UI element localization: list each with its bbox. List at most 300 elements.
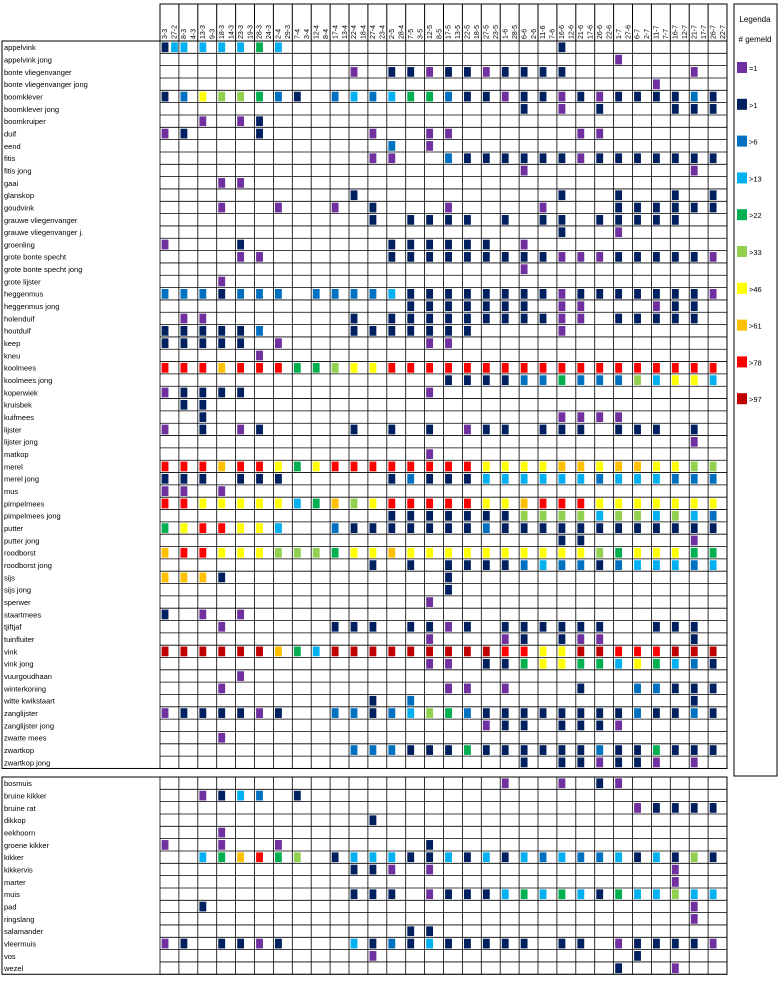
heatmap-cell xyxy=(407,647,414,657)
heatmap-cell xyxy=(445,548,452,558)
heatmap-cell xyxy=(464,314,471,324)
heatmap-cell xyxy=(294,647,301,657)
legend-title: Legenda xyxy=(739,15,771,24)
column-header-label: 8-5 xyxy=(436,28,444,39)
heatmap-cell xyxy=(199,326,206,336)
heatmap-cell xyxy=(199,523,206,533)
heatmap-cell xyxy=(521,852,528,862)
heatmap-cell xyxy=(502,634,509,644)
heatmap-cell xyxy=(577,684,584,694)
heatmap-cell xyxy=(672,363,679,373)
heatmap-cell xyxy=(577,474,584,484)
heatmap-cell xyxy=(540,92,547,102)
heatmap-cell xyxy=(351,647,358,657)
heatmap-cell xyxy=(502,745,509,755)
row-label: putter xyxy=(4,524,24,533)
row-label: kikker xyxy=(4,853,24,863)
heatmap-cell xyxy=(672,474,679,484)
heatmap-cell xyxy=(710,560,717,570)
heatmap-cell xyxy=(426,92,433,102)
heatmap-cell xyxy=(634,745,641,755)
heatmap-cell xyxy=(672,659,679,669)
heatmap-cell xyxy=(691,548,698,558)
heatmap-cell xyxy=(577,659,584,669)
heatmap-cell xyxy=(577,708,584,718)
heatmap-cell xyxy=(615,252,622,262)
heatmap-cell xyxy=(577,92,584,102)
heatmap-cell xyxy=(653,803,660,813)
heatmap-cell xyxy=(483,289,490,299)
heatmap-cell xyxy=(615,375,622,385)
heatmap-cell xyxy=(577,314,584,324)
heatmap-cell xyxy=(653,745,660,755)
heatmap-cell xyxy=(615,412,622,422)
heatmap-cell xyxy=(596,499,603,509)
heatmap-cell xyxy=(332,548,339,558)
heatmap-cell xyxy=(559,634,566,644)
heatmap-cell xyxy=(370,560,377,570)
legend-swatch xyxy=(737,62,747,73)
column-header-label: 7-5 xyxy=(407,28,415,39)
heatmap-cell xyxy=(615,647,622,657)
heatmap-cell xyxy=(275,523,282,533)
column-header-label: 13-5 xyxy=(455,24,463,39)
heatmap-cell xyxy=(218,289,225,299)
heatmap-cell xyxy=(464,474,471,484)
heatmap-cell xyxy=(426,865,433,875)
heatmap-cell xyxy=(162,708,169,718)
heatmap-cell xyxy=(483,939,490,949)
heatmap-cell xyxy=(407,326,414,336)
heatmap-cell xyxy=(577,363,584,373)
heatmap-cell xyxy=(332,92,339,102)
column-header-label: 18-5 xyxy=(474,24,482,39)
heatmap-cell xyxy=(464,852,471,862)
heatmap-cell xyxy=(332,289,339,299)
legend-swatch xyxy=(737,209,747,220)
heatmap-cell xyxy=(559,548,566,558)
heatmap-cell xyxy=(464,375,471,385)
heatmap-cell xyxy=(426,548,433,558)
heatmap-cell xyxy=(294,852,301,862)
heatmap-cell xyxy=(672,252,679,262)
heatmap-cell xyxy=(691,523,698,533)
heatmap-cell xyxy=(540,375,547,385)
heatmap-cell xyxy=(388,153,395,163)
heatmap-cell xyxy=(634,758,641,768)
heatmap-cell xyxy=(521,166,528,176)
heatmap-cell xyxy=(256,708,263,718)
heatmap-cell xyxy=(634,548,641,558)
heatmap-cell xyxy=(445,338,452,348)
heatmap-cell xyxy=(710,363,717,373)
heatmap-cell xyxy=(256,326,263,336)
heatmap-cell xyxy=(332,203,339,213)
heatmap-cell xyxy=(407,523,414,533)
heatmap-cell xyxy=(502,647,509,657)
heatmap-cell xyxy=(653,852,660,862)
heatmap-cell xyxy=(388,939,395,949)
heatmap-cell xyxy=(464,301,471,311)
heatmap-cell xyxy=(634,363,641,373)
heatmap-cell xyxy=(540,708,547,718)
heatmap-cell xyxy=(615,511,622,521)
column-header-label: 17-6 xyxy=(587,24,595,39)
column-header-label: 16-6 xyxy=(559,24,567,39)
heatmap-cell xyxy=(237,852,244,862)
heatmap-cell xyxy=(237,388,244,398)
heatmap-cell xyxy=(162,610,169,620)
heatmap-cell xyxy=(596,548,603,558)
heatmap-cell xyxy=(540,511,547,521)
heatmap-cell xyxy=(256,548,263,558)
heatmap-cell xyxy=(256,92,263,102)
heatmap-cell xyxy=(710,684,717,694)
column-header-label: 11-6 xyxy=(540,25,548,39)
column-header-label: 4-3 xyxy=(190,28,198,39)
heatmap-cell xyxy=(634,647,641,657)
column-header-label: 7-7 xyxy=(663,28,671,39)
heatmap-cell xyxy=(559,536,566,546)
heatmap-cell xyxy=(559,289,566,299)
heatmap-cell xyxy=(181,400,188,410)
heatmap-cell xyxy=(672,104,679,114)
heatmap-cell xyxy=(653,708,660,718)
legend-label: >33 xyxy=(749,248,762,257)
heatmap-cell xyxy=(464,647,471,657)
heatmap-cell xyxy=(370,708,377,718)
heatmap-cell xyxy=(218,791,225,801)
heatmap-cell xyxy=(540,745,547,755)
heatmap-cell xyxy=(426,889,433,899)
heatmap-cell xyxy=(615,659,622,669)
heatmap-cell xyxy=(502,499,509,509)
heatmap-cell xyxy=(445,622,452,632)
heatmap-cell xyxy=(559,92,566,102)
heatmap-cell xyxy=(577,560,584,570)
heatmap-cell xyxy=(218,338,225,348)
heatmap-cell xyxy=(199,708,206,718)
heatmap-cell xyxy=(388,865,395,875)
heatmap-cell xyxy=(615,203,622,213)
heatmap-cell xyxy=(445,363,452,373)
heatmap-cell xyxy=(559,889,566,899)
heatmap-cell xyxy=(426,499,433,509)
heatmap-cell xyxy=(407,462,414,472)
heatmap-cell xyxy=(710,104,717,114)
heatmap-cell xyxy=(672,889,679,899)
heatmap-cell xyxy=(691,252,698,262)
heatmap-cell xyxy=(672,153,679,163)
heatmap-cell xyxy=(199,610,206,620)
heatmap-cell xyxy=(540,499,547,509)
heatmap-cell xyxy=(370,462,377,472)
heatmap-cell xyxy=(294,791,301,801)
heatmap-cell xyxy=(483,889,490,899)
heatmap-cell xyxy=(294,548,301,558)
heatmap-cell xyxy=(275,499,282,509)
heatmap-cell xyxy=(615,190,622,200)
heatmap-cell xyxy=(559,659,566,669)
heatmap-cell xyxy=(483,363,490,373)
heatmap-cell xyxy=(615,889,622,899)
row-label: eekhoorn xyxy=(4,828,36,838)
legend-label: >1 xyxy=(749,100,758,110)
heatmap-cell xyxy=(370,852,377,862)
heatmap-cell xyxy=(634,951,641,961)
heatmap-cell xyxy=(445,67,452,77)
heatmap-cell xyxy=(521,153,528,163)
heatmap-cell xyxy=(596,474,603,484)
heatmap-cell xyxy=(426,363,433,373)
heatmap-cell xyxy=(577,758,584,768)
heatmap-cell xyxy=(596,889,603,899)
column-header-label: 22-5 xyxy=(464,24,472,39)
row-label: gaai xyxy=(4,178,19,188)
heatmap-cell xyxy=(710,803,717,813)
heatmap-cell xyxy=(634,684,641,694)
heatmap-cell xyxy=(162,499,169,509)
heatmap-cell xyxy=(426,597,433,607)
column-header-label: 27-2 xyxy=(171,24,179,39)
heatmap-cell xyxy=(502,375,509,385)
heatmap-cell xyxy=(540,852,547,862)
heatmap-cell xyxy=(653,548,660,558)
column-header-label: 23-3 xyxy=(237,24,245,39)
heatmap-cell xyxy=(426,939,433,949)
heatmap-cell xyxy=(218,523,225,533)
legend-label: >6 xyxy=(749,137,758,147)
heatmap-cell xyxy=(577,889,584,899)
heatmap-cell xyxy=(577,375,584,385)
heatmap-cell xyxy=(256,499,263,509)
heatmap-cell xyxy=(199,647,206,657)
heatmap-cell xyxy=(218,277,225,287)
heatmap-cell xyxy=(615,92,622,102)
heatmap-cell xyxy=(426,852,433,862)
column-header-label: 9-3 xyxy=(209,28,217,39)
heatmap-cell xyxy=(577,153,584,163)
heatmap-cell xyxy=(256,252,263,262)
heatmap-cell xyxy=(464,326,471,336)
heatmap-cell xyxy=(464,252,471,262)
heatmap-cell xyxy=(521,721,528,731)
heatmap-cell xyxy=(653,79,660,89)
heatmap-cell xyxy=(559,67,566,77)
heatmap-cell xyxy=(199,462,206,472)
heatmap-cell xyxy=(332,647,339,657)
heatmap-cell xyxy=(634,92,641,102)
row-label: wezel xyxy=(4,964,24,974)
heatmap-cell xyxy=(521,523,528,533)
heatmap-cell xyxy=(672,708,679,718)
heatmap-cell xyxy=(521,363,528,373)
column-header-label: 6-6 xyxy=(521,28,529,39)
heatmap-cell xyxy=(218,462,225,472)
heatmap-cell xyxy=(615,708,622,718)
heatmap-cell xyxy=(256,523,263,533)
heatmap-cell xyxy=(521,314,528,324)
row-label: goudvink xyxy=(4,203,35,213)
row-label: putter jong xyxy=(4,536,40,546)
heatmap-cell xyxy=(483,647,490,657)
heatmap-cell xyxy=(426,326,433,336)
heatmap-cell xyxy=(445,573,452,583)
heatmap-cell xyxy=(351,190,358,200)
heatmap-cell xyxy=(407,215,414,225)
heatmap-cell xyxy=(577,852,584,862)
heatmap-cell xyxy=(653,462,660,472)
heatmap-cell xyxy=(596,708,603,718)
heatmap-cell xyxy=(162,647,169,657)
heatmap-cell xyxy=(426,67,433,77)
heatmap-cell xyxy=(237,462,244,472)
heatmap-cell xyxy=(445,314,452,324)
heatmap-cell xyxy=(464,240,471,250)
heatmap-cell xyxy=(171,42,178,52)
heatmap-cell xyxy=(596,462,603,472)
heatmap-cell xyxy=(218,852,225,862)
heatmap-cell xyxy=(407,240,414,250)
heatmap-cell xyxy=(615,963,622,973)
heatmap-cell xyxy=(181,486,188,496)
heatmap-cell xyxy=(710,289,717,299)
heatmap-cell xyxy=(370,499,377,509)
heatmap-cell xyxy=(370,548,377,558)
heatmap-cell xyxy=(672,803,679,813)
heatmap-cell xyxy=(426,840,433,850)
heatmap-cell xyxy=(653,252,660,262)
heatmap-cell xyxy=(407,926,414,936)
heatmap-cell xyxy=(710,511,717,521)
heatmap-cell xyxy=(464,511,471,521)
column-header-label: 27-4 xyxy=(370,24,378,39)
heatmap-cell xyxy=(502,252,509,262)
heatmap-cell xyxy=(540,153,547,163)
row-label: witte kwikstaart xyxy=(4,696,55,706)
row-label: kikkervis xyxy=(4,865,33,875)
heatmap-cell xyxy=(559,560,566,570)
heatmap-cell xyxy=(275,203,282,213)
heatmap-cell xyxy=(275,363,282,373)
heatmap-cell xyxy=(199,42,206,52)
heatmap-cell xyxy=(672,647,679,657)
heatmap-cell xyxy=(502,474,509,484)
heatmap-cell xyxy=(351,314,358,324)
heatmap-cell xyxy=(388,289,395,299)
heatmap-cell xyxy=(483,511,490,521)
heatmap-cell xyxy=(691,67,698,77)
heatmap-cell xyxy=(521,301,528,311)
heatmap-cell xyxy=(256,289,263,299)
heatmap-cell xyxy=(691,375,698,385)
heatmap-cell xyxy=(615,721,622,731)
heatmap-cell xyxy=(332,462,339,472)
heatmap-cell xyxy=(218,178,225,188)
heatmap-cell xyxy=(596,375,603,385)
column-header-label: 22-7 xyxy=(719,24,727,39)
heatmap-cell xyxy=(559,622,566,632)
row-label: dikkop xyxy=(4,816,26,826)
heatmap-cell xyxy=(596,153,603,163)
heatmap-cell xyxy=(559,462,566,472)
heatmap-cell xyxy=(502,708,509,718)
heatmap-cell xyxy=(388,141,395,151)
heatmap-cell xyxy=(540,252,547,262)
heatmap-cell xyxy=(237,474,244,484)
heatmap-cell xyxy=(218,548,225,558)
heatmap-cell xyxy=(634,511,641,521)
heatmap-cell xyxy=(370,889,377,899)
heatmap-cell xyxy=(634,560,641,570)
row-label: vos xyxy=(4,951,16,961)
heatmap-cell xyxy=(577,425,584,435)
row-label: merel jong xyxy=(4,474,40,484)
heatmap-cell xyxy=(672,375,679,385)
legend-swatch xyxy=(737,356,747,367)
heatmap-cell xyxy=(653,560,660,570)
heatmap-cell xyxy=(388,67,395,77)
heatmap-cell xyxy=(445,153,452,163)
column-header-label: 16-7 xyxy=(672,24,680,39)
heatmap-cell xyxy=(521,889,528,899)
row-labels xyxy=(3,43,88,973)
heatmap-cell xyxy=(181,388,188,398)
heatmap-cell xyxy=(691,914,698,924)
column-header-label: 2-4 xyxy=(275,28,283,39)
heatmap-cell xyxy=(596,92,603,102)
heatmap-cell xyxy=(653,301,660,311)
row-label: kneu xyxy=(4,351,21,361)
heatmap-cell xyxy=(521,264,528,274)
heatmap-cell xyxy=(577,647,584,657)
heatmap-cell xyxy=(426,314,433,324)
heatmap-cell xyxy=(502,852,509,862)
row-label: bosmuis xyxy=(4,779,32,789)
heatmap-cell xyxy=(521,104,528,114)
row-label: fitis jong xyxy=(4,166,32,176)
heatmap-cell xyxy=(388,499,395,509)
heatmap-cell xyxy=(275,92,282,102)
heatmap-cell xyxy=(162,42,169,52)
heatmap-cell xyxy=(426,511,433,521)
heatmap-cell xyxy=(445,499,452,509)
heatmap-cell xyxy=(615,499,622,509)
column-header-label: 14-3 xyxy=(228,24,236,39)
row-label: zwarte mees xyxy=(4,733,47,743)
heatmap-cell xyxy=(521,67,528,77)
heatmap-cell xyxy=(313,499,320,509)
heatmap-cell xyxy=(388,852,395,862)
heatmap-cell xyxy=(502,684,509,694)
heatmap-cell xyxy=(407,939,414,949)
heatmap-cell xyxy=(275,42,282,52)
heatmap-cell xyxy=(672,852,679,862)
heatmap-cell xyxy=(577,721,584,731)
heatmap-cell xyxy=(615,548,622,558)
heatmap-cell xyxy=(691,696,698,706)
heatmap-cell xyxy=(540,548,547,558)
heatmap-cell xyxy=(407,474,414,484)
heatmap-cell xyxy=(275,647,282,657)
column-header-label: 12-7 xyxy=(681,24,689,39)
heatmap-cell xyxy=(483,462,490,472)
row-label: tuinfluiter xyxy=(4,634,35,644)
heatmap-cell xyxy=(218,840,225,850)
heatmap-cell xyxy=(502,67,509,77)
heatmap-cell xyxy=(577,523,584,533)
column-header-label: 23-4 xyxy=(379,24,387,39)
